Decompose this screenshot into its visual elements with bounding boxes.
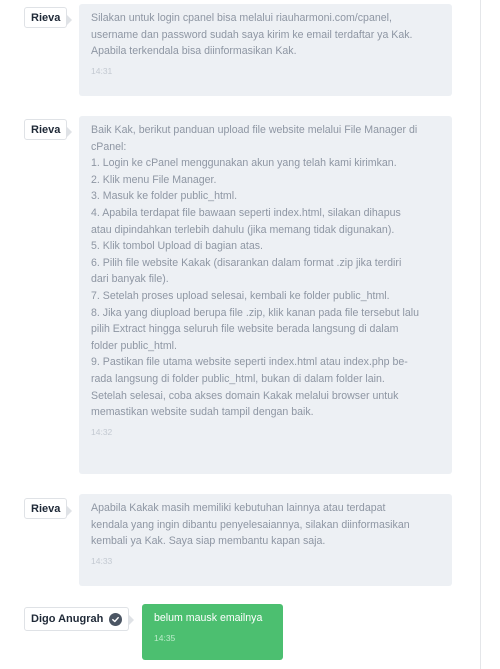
message-time: 14:31 xyxy=(91,65,113,76)
sender-name-tag xyxy=(24,119,67,140)
message-line: 3. Masuk ke folder public_html. xyxy=(91,190,238,203)
message-line: Baik Kak, berikut panduan upload file website melalui File Manager di xyxy=(91,124,418,136)
message-line: 4. Apabila terdapat file bawaan seperti index.html, silakan dihapus xyxy=(91,206,401,219)
message-line: Silakan untuk login cpanel bisa melalui riauharmoni.com/cpanel, xyxy=(91,12,392,24)
message-bubble xyxy=(79,494,452,586)
message-line: atau dipindahkan terlebih dahulu (jika memang tidak digunakan). xyxy=(91,223,395,236)
message-bubble xyxy=(79,4,452,96)
message-line: 1. Login ke cPanel menggunakan akun yang telah kami kirimkan. xyxy=(91,157,397,170)
message-line: kendala yang ingin dibantu penyelesaiannya, silakan diinformasikan xyxy=(91,518,410,531)
message-line: username dan password sudah saya kirim ke email terdaftar ya Kak. xyxy=(91,28,413,41)
sender-name-tag xyxy=(24,498,67,519)
message-line: cPanel: xyxy=(91,140,127,153)
message-line: 7. Setelah proses upload selesai, kembali ke folder public_html. xyxy=(91,289,390,302)
message-line: 2. Klik menu File Manager. xyxy=(91,173,217,186)
sender-name: Rieva xyxy=(31,123,61,136)
message-time: 14:32 xyxy=(91,426,113,437)
verified-check-icon xyxy=(109,613,122,626)
message-line: 6. Pilih file website Kakak (disarankan dalam format .zip jika terdiri xyxy=(91,256,402,269)
message-line: kembali ya Kak. Saya siap membantu kapan saja. xyxy=(91,535,326,548)
message-line: 8. Jika yang diupload berupa file .zip, klik kanan pada file tersebut lalu xyxy=(91,306,420,319)
message-line: Apabila terkendala bisa diinformasikan Kak. xyxy=(91,45,297,58)
message-time: 14:35 xyxy=(154,632,176,643)
message-time: 14:33 xyxy=(91,555,113,566)
message-line: 9. Pastikan file utama website seperti index.html atau index.php be- xyxy=(91,356,408,369)
message-line: pilih Extract hingga seluruh file website berada langsung di dalam xyxy=(91,323,399,336)
sender-name-tag xyxy=(24,607,129,631)
message-bubble xyxy=(79,116,452,474)
scrollbar[interactable] xyxy=(480,0,500,669)
message-line: dari banyak file). xyxy=(91,273,169,286)
message-line: memastikan website sudah tampil dengan baik. xyxy=(91,406,314,419)
sender-name: Rieva xyxy=(31,502,61,515)
message-line: Setelah selesai, coba akses domain Kakak melalui browser untuk xyxy=(91,389,399,402)
message-bubble-user xyxy=(142,604,283,660)
message-line: belum mausk emailnya xyxy=(154,612,263,624)
message-line: rada langsung di folder public_html, bukan di dalam folder lain. xyxy=(91,372,385,385)
message-line: 5. Klik tombol Upload di bagian atas. xyxy=(91,240,263,253)
sender-name: Rieva xyxy=(31,11,61,24)
sender-name: Digo Anugrah xyxy=(31,613,104,625)
message-line: Apabila Kakak masih memiliki kebutuhan lainnya atau terdapat xyxy=(91,502,386,514)
sender-name-tag xyxy=(24,7,67,28)
message-line: folder public_html. xyxy=(91,339,177,352)
